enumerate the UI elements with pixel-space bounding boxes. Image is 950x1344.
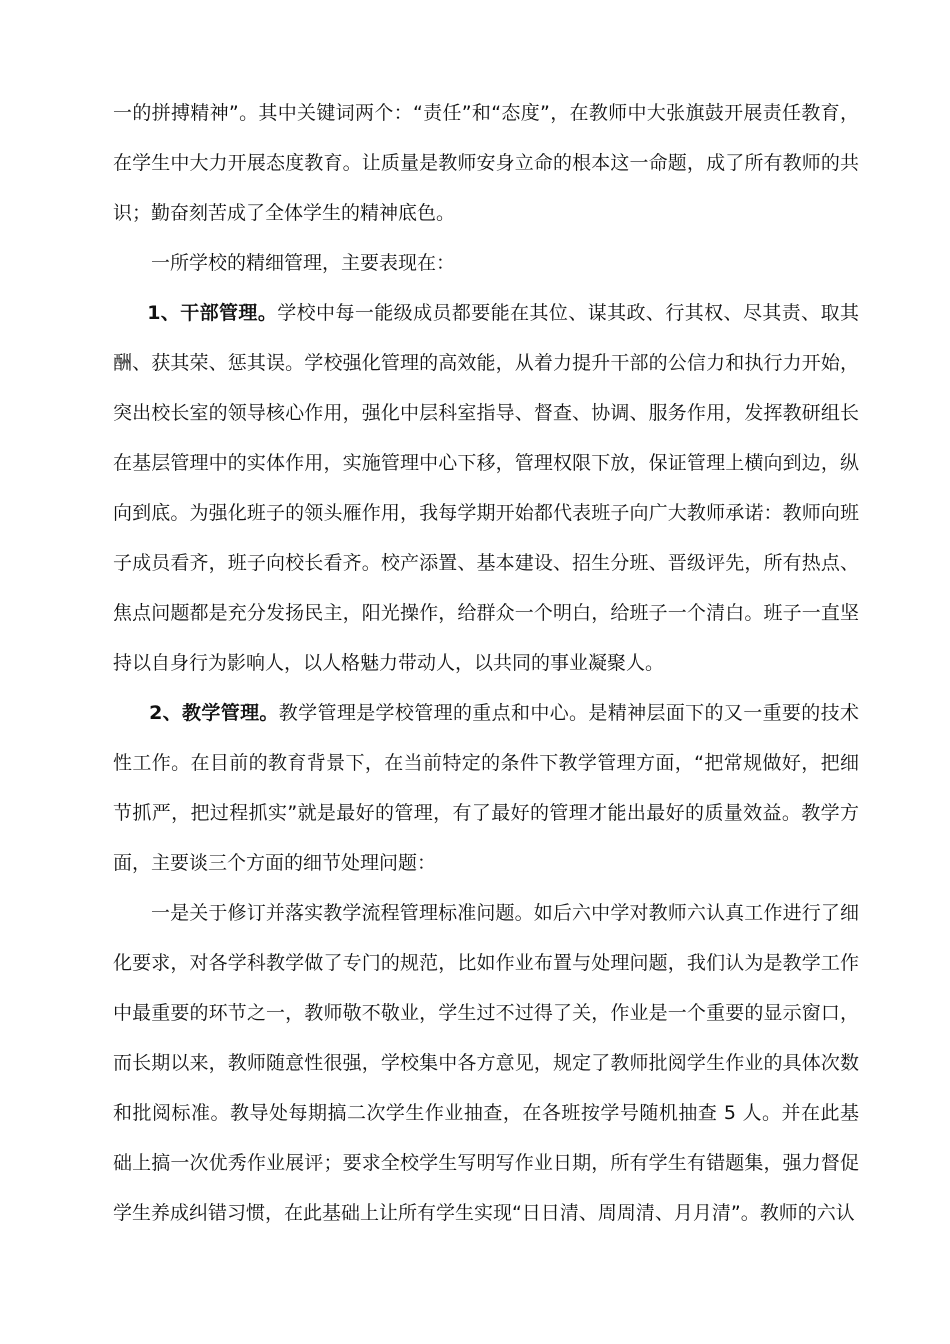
section-body-cadre-management: 学校中每一能级成员都要能在其位、谋其政、行其权、尽其责、取其酬、获其荣、惩其误。学校强化管理的高效能，从着力提升干部的公信力和执行力开始，突出校长室的领导核心作用，强化中层科室指导、督查、协调、服务作用，发挥教研组长在基层管理中的实体作用，实施管理中心下移，管理权限下放，保证管理上横向到边，纵向到底。为强化班子的领头雁作用，我每学期开始都代表班子向广大教师承诺：教师向班子成员看齐，班子向校长看齐。校产添置、基本建设、招生分班、晋级评先，所有热点、焦点问题都是充分发扬民主，阳光操作，给群众一个明白，给班子一个清白。班子一直坚持以自身行为影响人，以人格魅力带动人，以共同的事业凝聚人。 <box>113 302 859 674</box>
section-body-teaching-management: 教学管理是学校管理的重点和中心。是精神层面下的又一重要的技术性工作。在目前的教育背景下，在当前特定的条件下教学管理方面，“把常规做好，把细节抓严，把过程抓实”就是最好的管理，有了最好的管理才能出最好的质量效益。教学方面，主要谈三个方面的细节处理问题： <box>113 702 859 874</box>
section-heading-cadre-management: 1、干部管理。 <box>147 302 278 324</box>
paragraph-1: 一的拼搏精神”。其中关键词两个：“责任”和“态度”，在教师中大张旗鼓开展责任教育，在学生中大力开展态度教育。让质量是教师安身立命的根本这一命题，成了所有教师的共识；勤奋刻苦成了全体学生的精神底色。 <box>113 102 859 224</box>
document-page <box>113 88 859 1238</box>
paragraph-teaching-management <box>113 688 859 888</box>
paragraph-2: 一所学校的精细管理，主要表现在： <box>151 252 456 274</box>
paragraph-cadre-management <box>113 288 859 688</box>
section-heading-teaching-management: 2、教学管理。 <box>149 702 279 724</box>
paragraph-teaching-process: 一是关于修订并落实教学流程管理标准问题。如后六中学对教师六认真工作进行了细化要求，对各学科教学做了专门的规范，比如作业布置与处理问题，我们认为是教学工作中最重要的环节之一，教师敬不敬业，学生过不过得了关，作业是一个重要的显示窗口，而长期以来，教师随意性很强，学校集中各方意见，规定了教师批阅学生作业的具体次数和批阅标准。教导处每期搞二次学生作业抽查，在各班按学号随机抽查 5 人。并在此基础上搞一次优秀作业展评；要求全校学生写明写作业日期，所有学生有错题集，强力督促学生养成纠错习惯，在此基础上让所有学生实现“日日清、周周清、月月清”。教师的六认 <box>113 902 859 1224</box>
